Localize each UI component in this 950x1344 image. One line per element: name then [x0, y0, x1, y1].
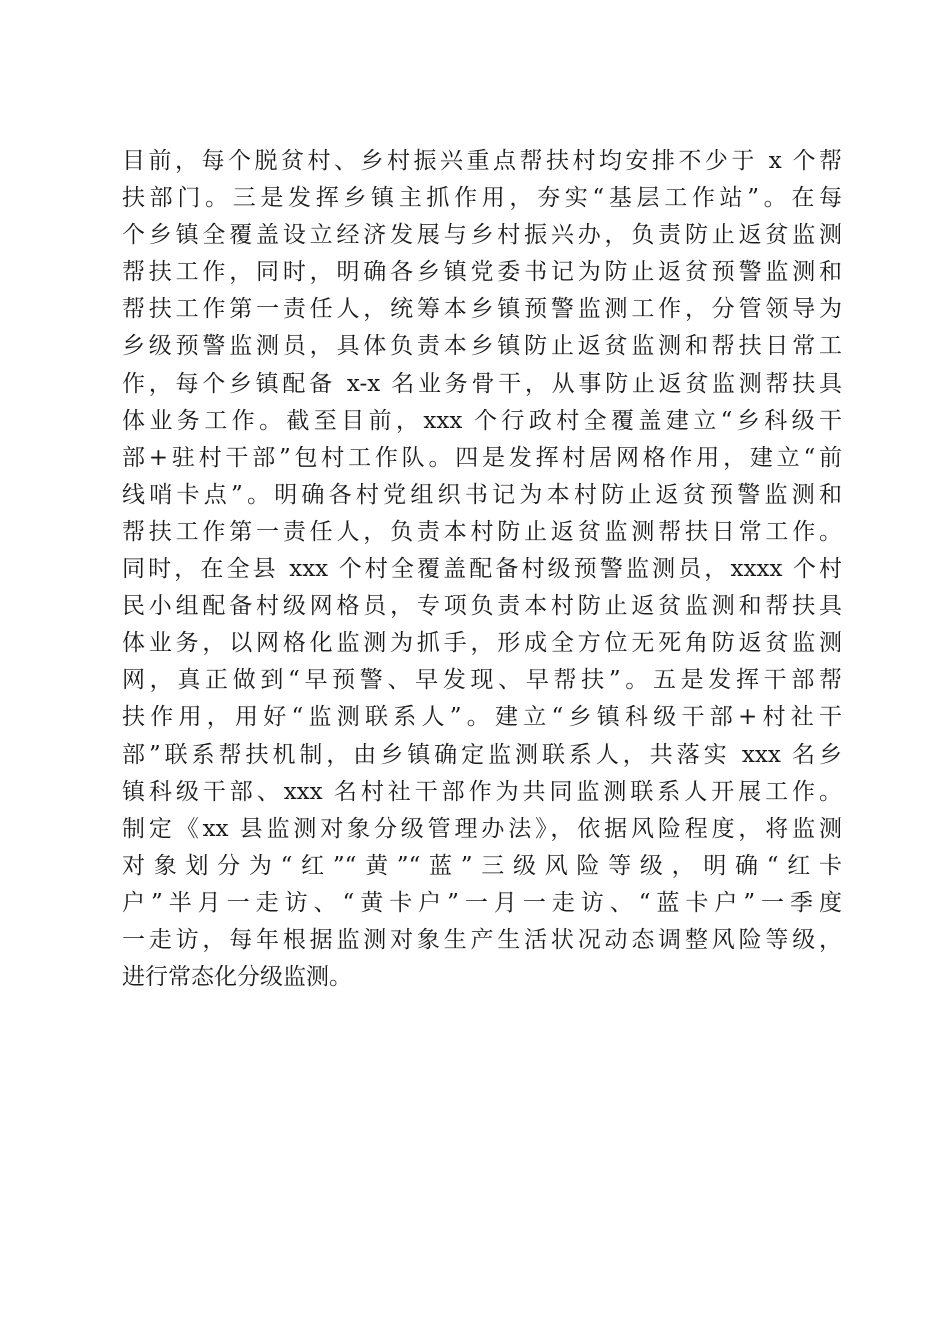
text-line: 扶作用，用好“监测联系人”。建立“乡镇科级干部+村社干 [122, 704, 842, 731]
text-line: 目前，每个脱贫村、乡村振兴重点帮扶村均安排不少于 x 个帮 [122, 148, 842, 174]
text-line: 户”半月一走访、“黄卡户”一月一走访、“蓝卡户”一季度 [122, 889, 842, 916]
text-line: 一走访，每年根据监测对象生产生活状况动态调整风险等级， [122, 926, 842, 953]
text-line: 同时，在全县 xxx 个村全覆盖配备村级预警监测员，xxxx 个村 [122, 556, 842, 583]
text-line: 作，每个乡镇配备 x-x 名业务骨干，从事防止返贫监测帮扶具 [122, 370, 842, 397]
text-line: 帮扶工作第一责任人，负责本村防止返贫监测帮扶日常工作。 [122, 518, 842, 545]
text-line: 扶部门。三是发挥乡镇主抓作用，夯实“基层工作站”。在每 [122, 185, 842, 212]
text-line: 网，真正做到“早预警、早发现、早帮扶”。五是发挥干部帮 [122, 667, 842, 694]
text-line: 帮扶工作第一责任人，统筹本乡镇预警监测工作，分管领导为 [122, 296, 842, 323]
text-line: 民小组配备村级网格员，专项负责本村防止返贫监测和帮扶具 [122, 593, 842, 620]
text-line: 部”联系帮扶机制，由乡镇确定监测联系人，共落实 xxx 名乡 [122, 741, 842, 768]
text-line: 体业务工作。截至目前，xxx 个行政村全覆盖建立“乡科级干 [122, 407, 842, 434]
text-line: 线哨卡点”。明确各村党组织书记为本村防止返贫预警监测和 [122, 481, 842, 508]
body-paragraph [122, 143, 842, 996]
text-line: 制定《xx 县监测对象分级管理办法》，依据风险程度，将监测 [122, 815, 842, 842]
text-line: 个乡镇全覆盖设立经济发展与乡村振兴办，负责防止返贫监测 [122, 222, 842, 249]
text-line: 帮扶工作，同时，明确各乡镇党委书记为防止返贫预警监测和 [122, 259, 842, 286]
text-line: 对象划分为“红”“黄”“蓝”三级风险等级，明确“红卡 [122, 852, 842, 879]
text-line: 镇科级干部、xxx 名村社干部作为共同监测联系人开展工作。 [122, 778, 842, 805]
text-line-last: 进行常态化分级监测。 [122, 964, 352, 991]
text-line: 体业务，以网格化监测为抓手，形成全方位无死角防返贫监测 [122, 630, 842, 657]
text-line: 乡级预警监测员，具体负责本乡镇防止返贫监测和帮扶日常工 [122, 333, 842, 360]
text-line: 部+驻村干部”包村工作队。四是发挥村居网格作用，建立“前 [122, 444, 842, 471]
